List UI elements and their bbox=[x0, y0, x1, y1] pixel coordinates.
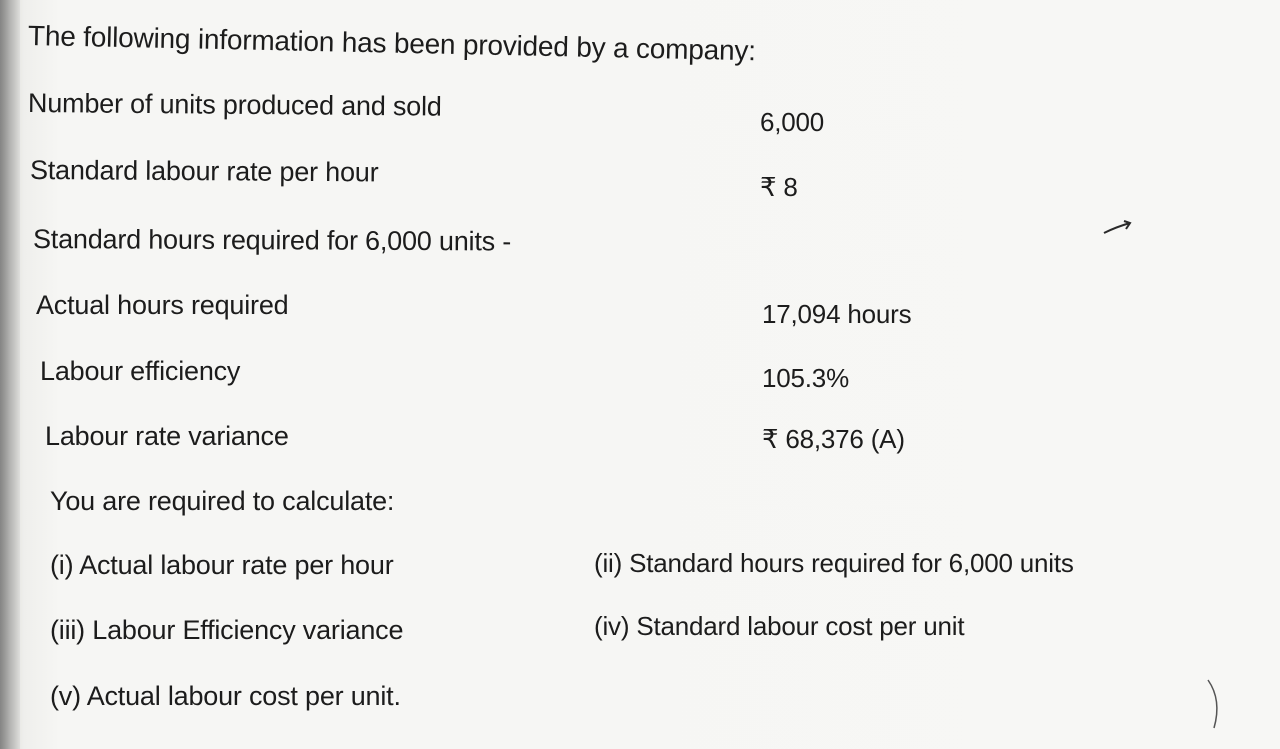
pen-bracket-mark bbox=[1200, 676, 1230, 736]
row-value-rate-variance: ₹ 68,376 (A) bbox=[762, 424, 905, 454]
task-iv: (iv) Standard labour cost per unit bbox=[594, 611, 965, 641]
row-value-labour-efficiency: 105.3% bbox=[762, 363, 849, 393]
row-value-standard-rate: ₹ 8 bbox=[760, 172, 798, 202]
row-label-actual-hours: Actual hours required bbox=[36, 290, 289, 320]
pen-tick-mark bbox=[1100, 215, 1136, 239]
row-label-standard-rate: Standard labour rate per hour bbox=[29, 155, 379, 188]
page-edge-shadow bbox=[0, 0, 20, 749]
task-i: (i) Actual labour rate per hour bbox=[50, 550, 394, 580]
row-label-standard-hours: Standard hours required for 6,000 units - bbox=[32, 224, 512, 257]
row-value-units: 6,000 bbox=[760, 107, 825, 137]
row-value-actual-hours: 17,094 hours bbox=[762, 299, 912, 329]
row-label-labour-efficiency: Labour efficiency bbox=[40, 356, 241, 386]
task-ii: (ii) Standard hours required for 6,000 units bbox=[594, 548, 1074, 578]
required-prompt: You are required to calculate: bbox=[50, 486, 395, 516]
intro-heading: The following information has been provided by a company: bbox=[27, 20, 757, 67]
row-label-units: Number of units produced and sold bbox=[27, 88, 442, 122]
task-v: (v) Actual labour cost per unit. bbox=[50, 681, 401, 711]
task-iii: (iii) Labour Efficiency variance bbox=[50, 615, 404, 645]
row-label-rate-variance: Labour rate variance bbox=[45, 421, 289, 451]
